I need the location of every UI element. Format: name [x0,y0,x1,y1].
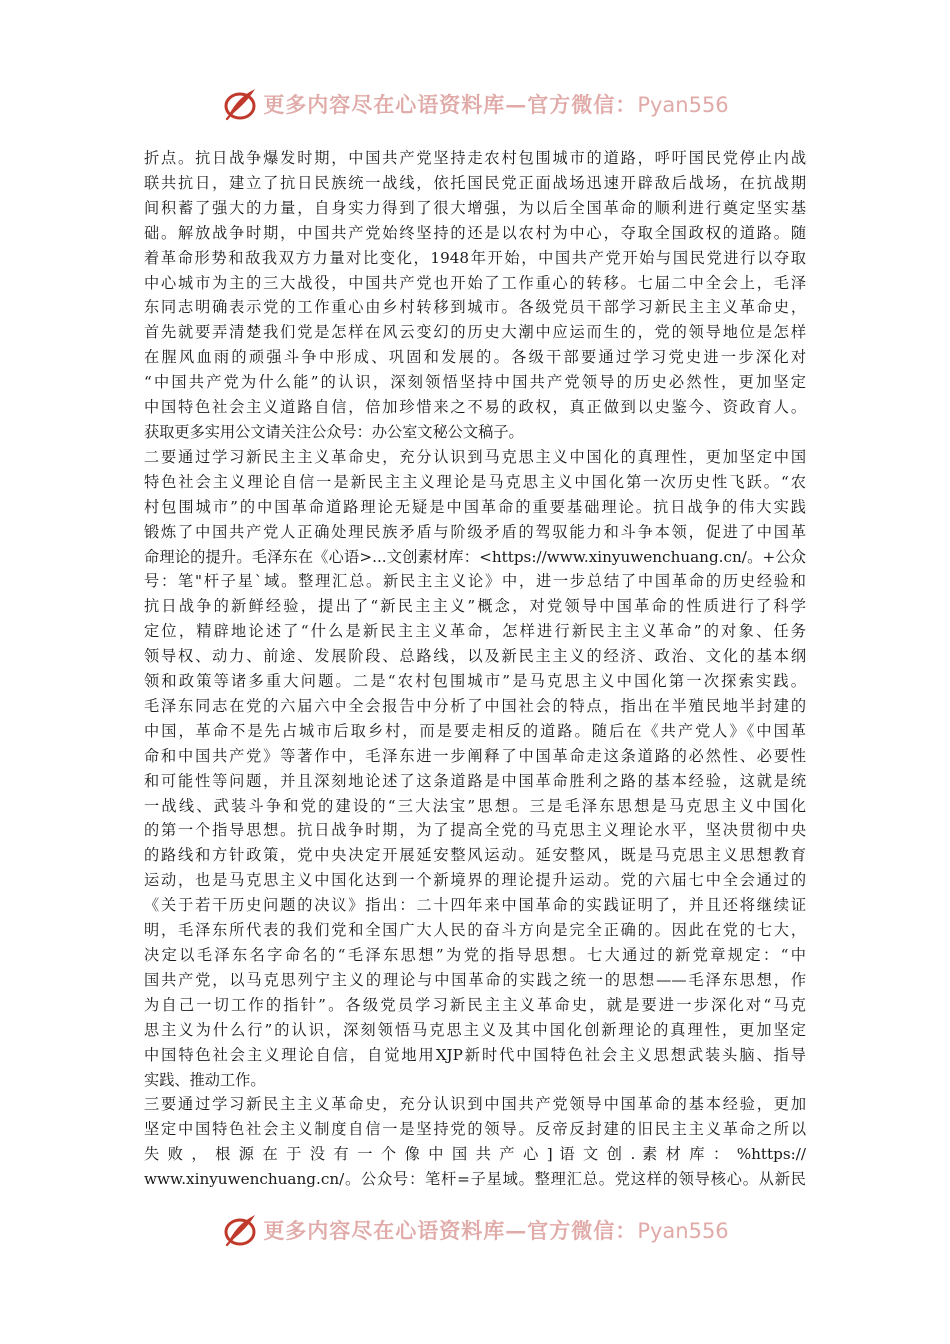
banner-text: 更多内容尽在心语资料库—官方微信：Pyan556 [263,92,729,117]
text-line: 中国特色社会主义理论自信，自觉地用XJP新时代中国特色社会主义思想武装头脑、指导 [144,1045,806,1064]
text-line: 着革命形势和敌我双方力量对比变化，1948年开始，中国共产党开始与国民党进行以夺取 [144,248,806,267]
text-line: 村包围城市”的中国革命道路理论无疑是中国革命的重要基础理论。抗日战争的伟大实践 [144,497,806,516]
footer-watermark-banner [0,1208,950,1252]
text-line: 间积蓄了强大的力量，自身实力得到了很大增强，为以后全国革命的顺利进行奠定坚实基 [144,198,806,217]
text-line: 首先就要弄清楚我们党是怎样在风云变幻的历史大潮中应运而生的，党的领导地位是怎样 [144,323,806,342]
text-line: 三要通过学习新民主主义革命史，充分认识到中国共产党领导中国革命的基本经验，更加 [144,1095,806,1114]
text-line: 《关于若干历史问题的决议》指出：二十四年来中国革命的实践证明了，并且还将继续证 [144,896,806,915]
text-line: 二要通过学习新民主主义革命史，充分认识到马克思主义中国化的真理性，更加坚定中国 [144,447,806,466]
text-line: 在腥风血雨的顽强斗争中形成、巩固和发展的。各级干部要通过学习党史进一步深化对 [144,348,806,367]
text-line: 折点。抗日战争爆发时期，中国共产党坚持走农村包围城市的道路，呼吁国民党停止内战 [144,149,806,167]
banner-text: 更多内容尽在心语资料库—官方微信：Pyan556 [263,1218,729,1243]
text-line: 实践、推动工作。 [144,1070,266,1089]
text-line: 思主义为什么行”的认识，深刻领悟马克思主义及其中国化创新理论的真理性，更加坚定 [144,1020,806,1039]
text-line: 联共抗日，建立了抗日民族统一战线，依托国民党正面战场迅速开辟敌后战场，在抗战期 [144,173,806,192]
text-line: 和可能性等问题，并且深刻地论述了这条道路是中国革命胜利之路的基本经验，这就是统 [144,771,806,790]
text-line: 毛泽东同志在党的六届六中全会报告中分析了中国社会的特点，指出在半殖民地半封建的 [144,696,806,715]
text-line: 特色社会主义理论自信一是新民主主义理论是马克思主义中国化第一次历史性飞跃。“农 [144,472,806,491]
text-line: 东同志明确表示党的工作重心由乡村转移到城市。各级党员干部学习新民主主义革命史， [144,298,806,317]
text-line: 锻炼了中国共产党人正确处理民族矛盾与阶级矛盾的驾驭能力和斗争本领，促进了中国革 [144,522,806,541]
text-line: 命和中国共产党》等著作中，毛泽东进一步阐释了中国革命走这条道路的必然性、必要性 [144,746,806,765]
text-line: 失 败 ， 根 源 在 于 没 有 一 个 像 中 国 共 产 心 ] 语 文 创 . 素 材 库 ： %https:// [144,1145,806,1164]
text-line: 中国特色社会主义道路自信，倍加珍惜来之不易的政权，真正做到以史鉴今、资政育人。 [144,398,806,417]
text-line: 的第一个指导思想。抗日战争时期，为了提高全党的马克思主义理论水平，坚决贯彻中央 [144,821,806,840]
header-watermark-banner [0,82,950,126]
text-line: 中国，革命不是先占城市后取乡村，而是要走相反的道路。随后在《共产党人》《中国革 [144,721,806,740]
wechat-id: Pyan556 [637,93,729,117]
text-line: 明，毛泽东所代表的我们党和全国广大人民的奋斗方向是完全正确的。因此在党的七大， [144,921,806,940]
text-line: 领导权、动力、前途、发展阶段、总路线，以及新民主主义的经济、政治、文化的基本纲 [144,647,806,666]
text-line: 定位，精辟地论述了“什么是新民主主义革命，怎样进行新民主主义革命”的对象、任务 [144,622,806,641]
text-line: 国共产党，以马克思列宁主义的理论与中国革命的实践之统一的思想——毛泽东思想，作 [144,970,806,989]
text-line: “中国共产党为什么能”的认识，深刻领悟坚持中国共产党领导的历史必然性，更加坚定 [144,373,806,392]
text-line: 命理论的提升。毛泽东在《心语>...文创素材库：<https://www.xinyuwenchuang.cn/。+公众 [144,547,806,566]
text-line: www.xinyuwenchuang.cn/。公众号：笔杆=子星域。整理汇总。党这样的领导核心。从新民 [144,1170,806,1189]
text-line: 础。解放战争时期，中国共产党始终坚持的还是以农村为中心，夺取全国政权的道路。随 [144,223,806,242]
text-line: 抗日战争的新鲜经验，提出了“新民主主义”概念，对党领导中国革命的性质进行了科学 [144,597,806,616]
text-line: 领和政策等诸多重大问题。二是“农村包围城市”是马克思主义中国化第一次探索实践。 [144,672,806,691]
paragraph [144,146,806,445]
text-line: 获取更多实用公文请关注公众号：办公室文秘公文稿子。 [144,422,524,441]
text-line: 号：笔"杆子星`域。整理汇总。新民主主义论》中，进一步总结了中国革命的历史经验和 [144,572,806,591]
text-line: 决定以毛泽东名字命名的“毛泽东思想”为党的指导思想。七大通过的新党章规定：“中 [144,946,806,964]
text-line: 的路线和方针政策，党中央决定开展延安整风运动。延安整风，既是马克思主义思想教育 [144,846,806,865]
text-line: 运动，也是马克思主义中国化达到一个新境界的理论提升运动。党的六届七中全会通过的 [144,871,806,890]
text-line: 一战线、武装斗争和党的建设的“三大法宝”思想。三是毛泽东思想是马克思主义中国化 [144,796,806,815]
paragraph [144,445,806,1093]
paragraph [144,1092,806,1192]
text-line: 中心城市为主的三大战役，中国共产党也开始了工作重心的转移。七届二中全会上，毛泽 [144,273,806,292]
document-body [144,146,806,1192]
text-line: 坚定中国特色社会主义制度自信一是坚持党的领导。反帝反封建的旧民主主义革命之所以 [144,1120,806,1139]
wechat-id: Pyan556 [637,1219,729,1243]
quill-logo-icon [221,1211,259,1249]
text-line: 为自己一切工作的指针”。各级党员学习新民主主义革命史，就是要进一步深化对“马克 [144,995,806,1014]
quill-logo-icon [221,85,259,123]
